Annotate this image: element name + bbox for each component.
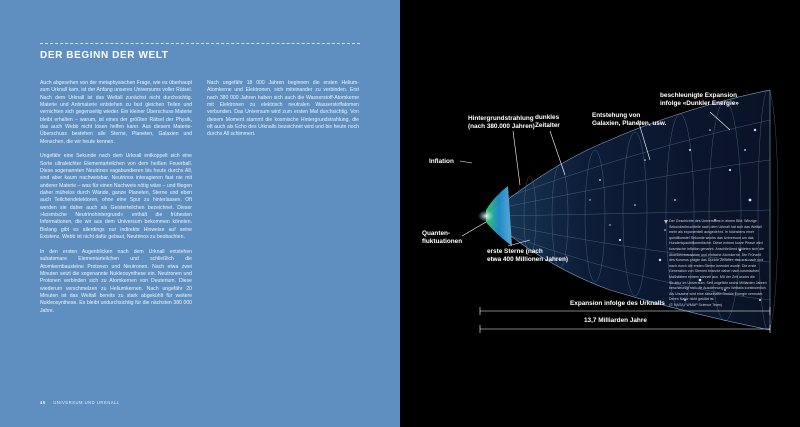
caption-credit: (© NASA / WMAP Science Team) bbox=[669, 302, 723, 307]
label-galaxy-formation: Entstehung von Galaxien, Planeten, usw. bbox=[592, 112, 667, 127]
label-dark-age: dunkles Zeitalter bbox=[535, 114, 560, 129]
label-accelerated-expansion: beschleunigte Expansion infolge «Dunkler Energie» bbox=[660, 92, 739, 107]
paragraph: Ungefähr eine Sekunde nach dem Urknall entkoppelt sich eine Sorte ultraleichter Elementarteilchen von dem heißen Feuerball. Diese sogenannten Neutrinos vagabundieren bis heute durchs All, sind aber kaum nachweisbar. Neutrinos interagieren fast nie mit anderer Materie – was für einen Nachweis nötig wäre – und fliegen daher mühelos durch Wände, ganze Planeten, Sterne und eben auch Teilchendetektoren, ohne eine Spur zu hinterlassen. Oft werden sie daher auch als Geisterteilchen bezeichnet. Dieser »kosmische Neutrinohintergrund« enthält die frühesten Informationen, die wir aus dem Universum bekommen könnten. Bislang gibt es allerdings nur indirekte Hinweise auf seine Existenz. Webb ist nicht dafür gebaut, Neutrinos zu beobachten. bbox=[40, 153, 192, 241]
text-column-right bbox=[207, 80, 359, 146]
text-column-left bbox=[40, 80, 192, 322]
label-first-stars: erste Sterne (nach etwa 400 Millionen Jahren) bbox=[487, 248, 568, 263]
label-cmb: Hintergrundstrahlung (nach 380.000 Jahren) bbox=[468, 115, 535, 130]
section-heading: DER BEGINN DER WELT bbox=[40, 50, 169, 61]
running-title: UNIVERSUM UND URKNALL bbox=[53, 400, 120, 405]
label-age: 13,7 Milliarden Jahre bbox=[584, 317, 647, 324]
page-number: 46 bbox=[40, 400, 46, 405]
inflation-glow bbox=[478, 210, 494, 222]
label-inflation: Inflation bbox=[429, 158, 454, 165]
paragraph: Auch abgesehen von der metaphysischen Frage, wie es überhaupt zum Urknall kam, ist der Anfang unseres Universums voller Rätsel. Nach dem Urknall ist das Weltall zunächst nicht durchsichtig. Materie und Antimaterie entstehen zu fast gleichen Teilen und vernichten sich gegenseitig wieder. Ein kleiner Überschuss Materie bleibt erhalten – warum, ist eines der größten Rätsel der Physik, das auch Webb nicht lösen helfen kann. Aus diesem Materie-Überschuss bestehen alle Sterne, Planeten, Galaxien und Menschen, die wir heute kennen. bbox=[40, 80, 192, 145]
paragraph: Nach ungefähr 18 000 Jahren beginnen die ersten Helium-Atomkerne und Elektronen, sich miteinander zu verbinden. Erst nach 380 000 Jahren haben sich auch die Wasserstoff-Atomkerne mit Elektronen zu elektrisch neutralen Wasserstoffatomen verbunden. Das Universum wird zum ersten Mal durchsichtig. Von diesem Moment stammt die kosmische Hintergrundstrahlung, die oft auch als Echo des Urknalls bezeichnet wird und bis heute noch durchs All schimmert. bbox=[207, 80, 359, 138]
page-footer bbox=[40, 400, 120, 405]
figure-caption: Der Geschichte des Universums in einem Bild: Winzige Sekundenbruchteile nach dem Urknall hat sich das Weltall mehr als exponentiell ausgedehnt. In höchstens einer quintillionstel Sekunde wuchs das Universum um das Hundertquadrillionenfache. Diese extrem kurze Phase wird kosmische Inflation genannt. Anschließend bildeten sich die Atomkernbausteine und einfache Atomkerne. Die Frühzeit des Kosmos prägte das Dunkle Zeitalter, das erst nach und nach durch die ersten Sterne beendet wurde. Die erste Generation von Sternen brannte daher nach kosmischen Maßstäben extrem schnell aus. Mit der Zeit wuchs die Struktur im Universum. Seit ungefähr sechs Milliarden Jahren beschleunigt sich die Ausdehnung des Weltalls kontinuierlich. Als Ursache wird eine rätselhafte Dunkle Energie vermutet. Deren Natur nicht geklärt ist. (© NASA / WMAP Science Team) bbox=[669, 219, 767, 307]
dotted-rule bbox=[40, 43, 360, 44]
right-page bbox=[400, 0, 800, 427]
label-quantum-fluctuations: Quanten- fluktuationen bbox=[422, 230, 463, 245]
universe-timeline-diagram bbox=[400, 0, 800, 427]
paragraph: In den ersten Augenblicken nach dem Urknall entstehen subatomare Elementarteilchen und schließlich die Atomkernbausteine Protonen und Neutronen. Nach etwa zwei Minuten setzt die sogenannte Nukleosynthese ein. Neutronen und Protonen verbinden sich zu Atomkernen von Deuterium. Diese wiederum verschmelzen zu Heliumkernen. Nach ungefähr 20 Minuten ist das Weltall bereits zu stark abgekühlt für weitere Nukleosynthese. Es bleibt undurchsichtig für die nächsten 380 000 Jahre. bbox=[40, 248, 192, 314]
label-expansion: Expansion infolge des Urknalls bbox=[570, 300, 665, 307]
caption-triangle-icon bbox=[664, 220, 668, 224]
